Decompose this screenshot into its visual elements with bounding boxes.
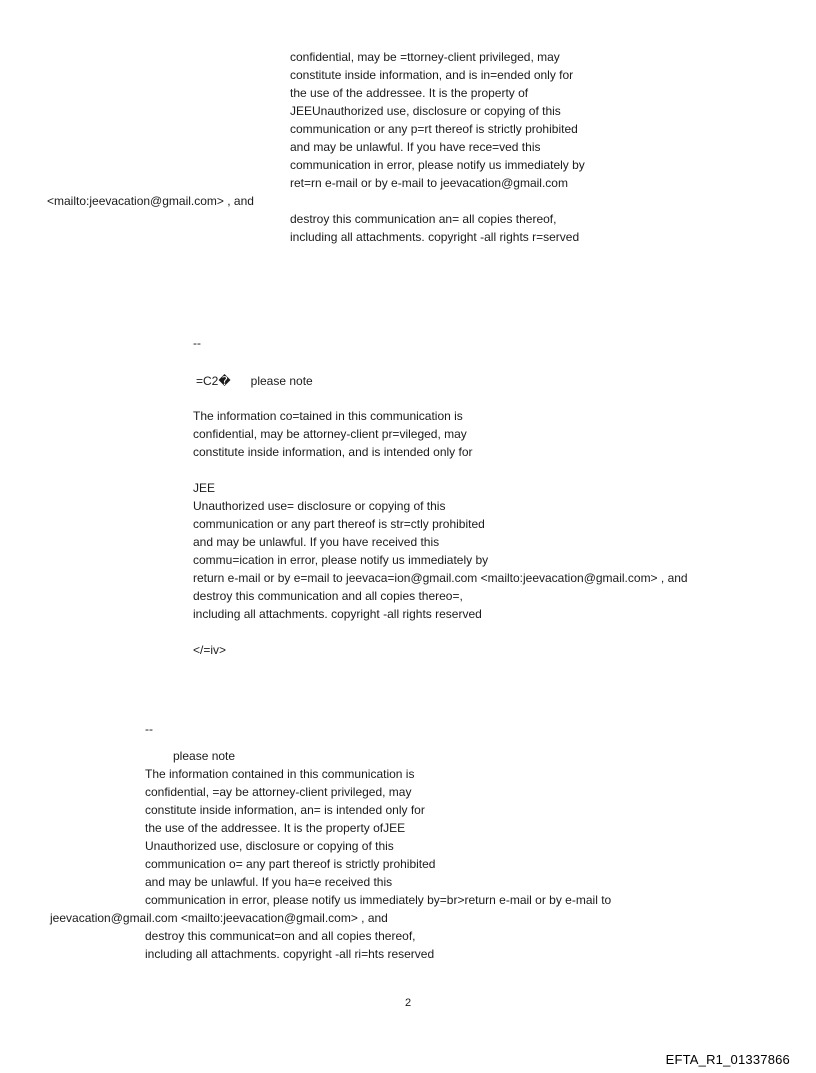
text-line: communication in error, please notify us immediately by: [290, 158, 585, 172]
text-line: including all attachments. copyright -all ri=hts reserved: [145, 947, 435, 961]
text-line: and may be unlawful. If you have received this: [193, 535, 440, 549]
text-line: <mailto:jeevacation@gmail.com> , and: [47, 194, 254, 208]
text-line: confidential, =ay be attorney-client privileged, may: [145, 785, 412, 799]
text-line: the use of the addressee. It is the property of: [290, 86, 529, 100]
text-line: communication or any p=rt thereof is strictly prohibited: [290, 122, 578, 136]
text-line: the use of the addressee. It is the property ofJEE: [145, 821, 406, 835]
text-line: constitute inside information, and is intended only for: [193, 445, 473, 459]
text-line: including all attachments. copyright -all rights r=served: [290, 230, 580, 244]
text-line: destroy this communicat=on and all copies thereof,: [145, 929, 416, 943]
text-line: communication in error, please notify us immediately by=br>return e-mail or by e-mail to: [145, 893, 612, 907]
text-line: and may be unlawful. If you ha=e received this: [145, 875, 393, 889]
text-line: Unauthorized use, disclosure or copying of this: [145, 839, 394, 853]
text-line: The information contained in this communication is: [145, 767, 415, 781]
text-line: commu=ication in error, please notify us immediately by: [193, 553, 489, 567]
text-line: confidential, may be =ttorney-client privileged, may: [290, 50, 560, 64]
text-line: constitute inside information, an= is intended only for: [145, 803, 425, 817]
text-line: The information co=tained in this communication is: [193, 409, 463, 423]
text-line: jeevacation@gmail.com <mailto:jeevacation@gmail.com> , and: [50, 911, 388, 925]
text-line: destroy this communication an= all copies thereof,: [290, 212, 557, 226]
text-line: --: [145, 722, 153, 736]
text-line: JEE: [193, 481, 216, 495]
page-number: 2: [404, 997, 412, 1009]
bates-number: EFTA_R1_01337866: [665, 1052, 790, 1067]
text-line: confidential, may be attorney-client pr=vileged, may: [193, 427, 467, 441]
text-line: destroy this communication and all copies thereo=,: [193, 589, 463, 603]
text-line: ret=rn e-mail or by e-mail to jeevacation@gmail.com: [290, 176, 568, 190]
text-line: constitute inside information, and is in=ended only for: [290, 68, 574, 82]
text-line: communication o= any part thereof is strictly prohibited: [145, 857, 436, 871]
text-line: please note: [173, 749, 236, 763]
text-line: return e-mail or by e=mail to jeevaca=ion@gmail.com <mailto:jeevacation@gmail.com> , and: [193, 571, 688, 585]
text-line: JEEUnauthorized use, disclosure or copying of this: [290, 104, 561, 118]
text-line: communication or any part thereof is str=ctly prohibited: [193, 517, 485, 531]
text-line: </=iv>: [193, 643, 227, 657]
text-line: and may be unlawful. If you have rece=ved this: [290, 140, 541, 154]
text-line: --: [193, 336, 201, 350]
text-line: =C2� please note: [196, 374, 313, 388]
text-line: Unauthorized use= disclosure or copying of this: [193, 499, 446, 513]
text-line: including all attachments. copyright -all rights reserved: [193, 607, 482, 621]
